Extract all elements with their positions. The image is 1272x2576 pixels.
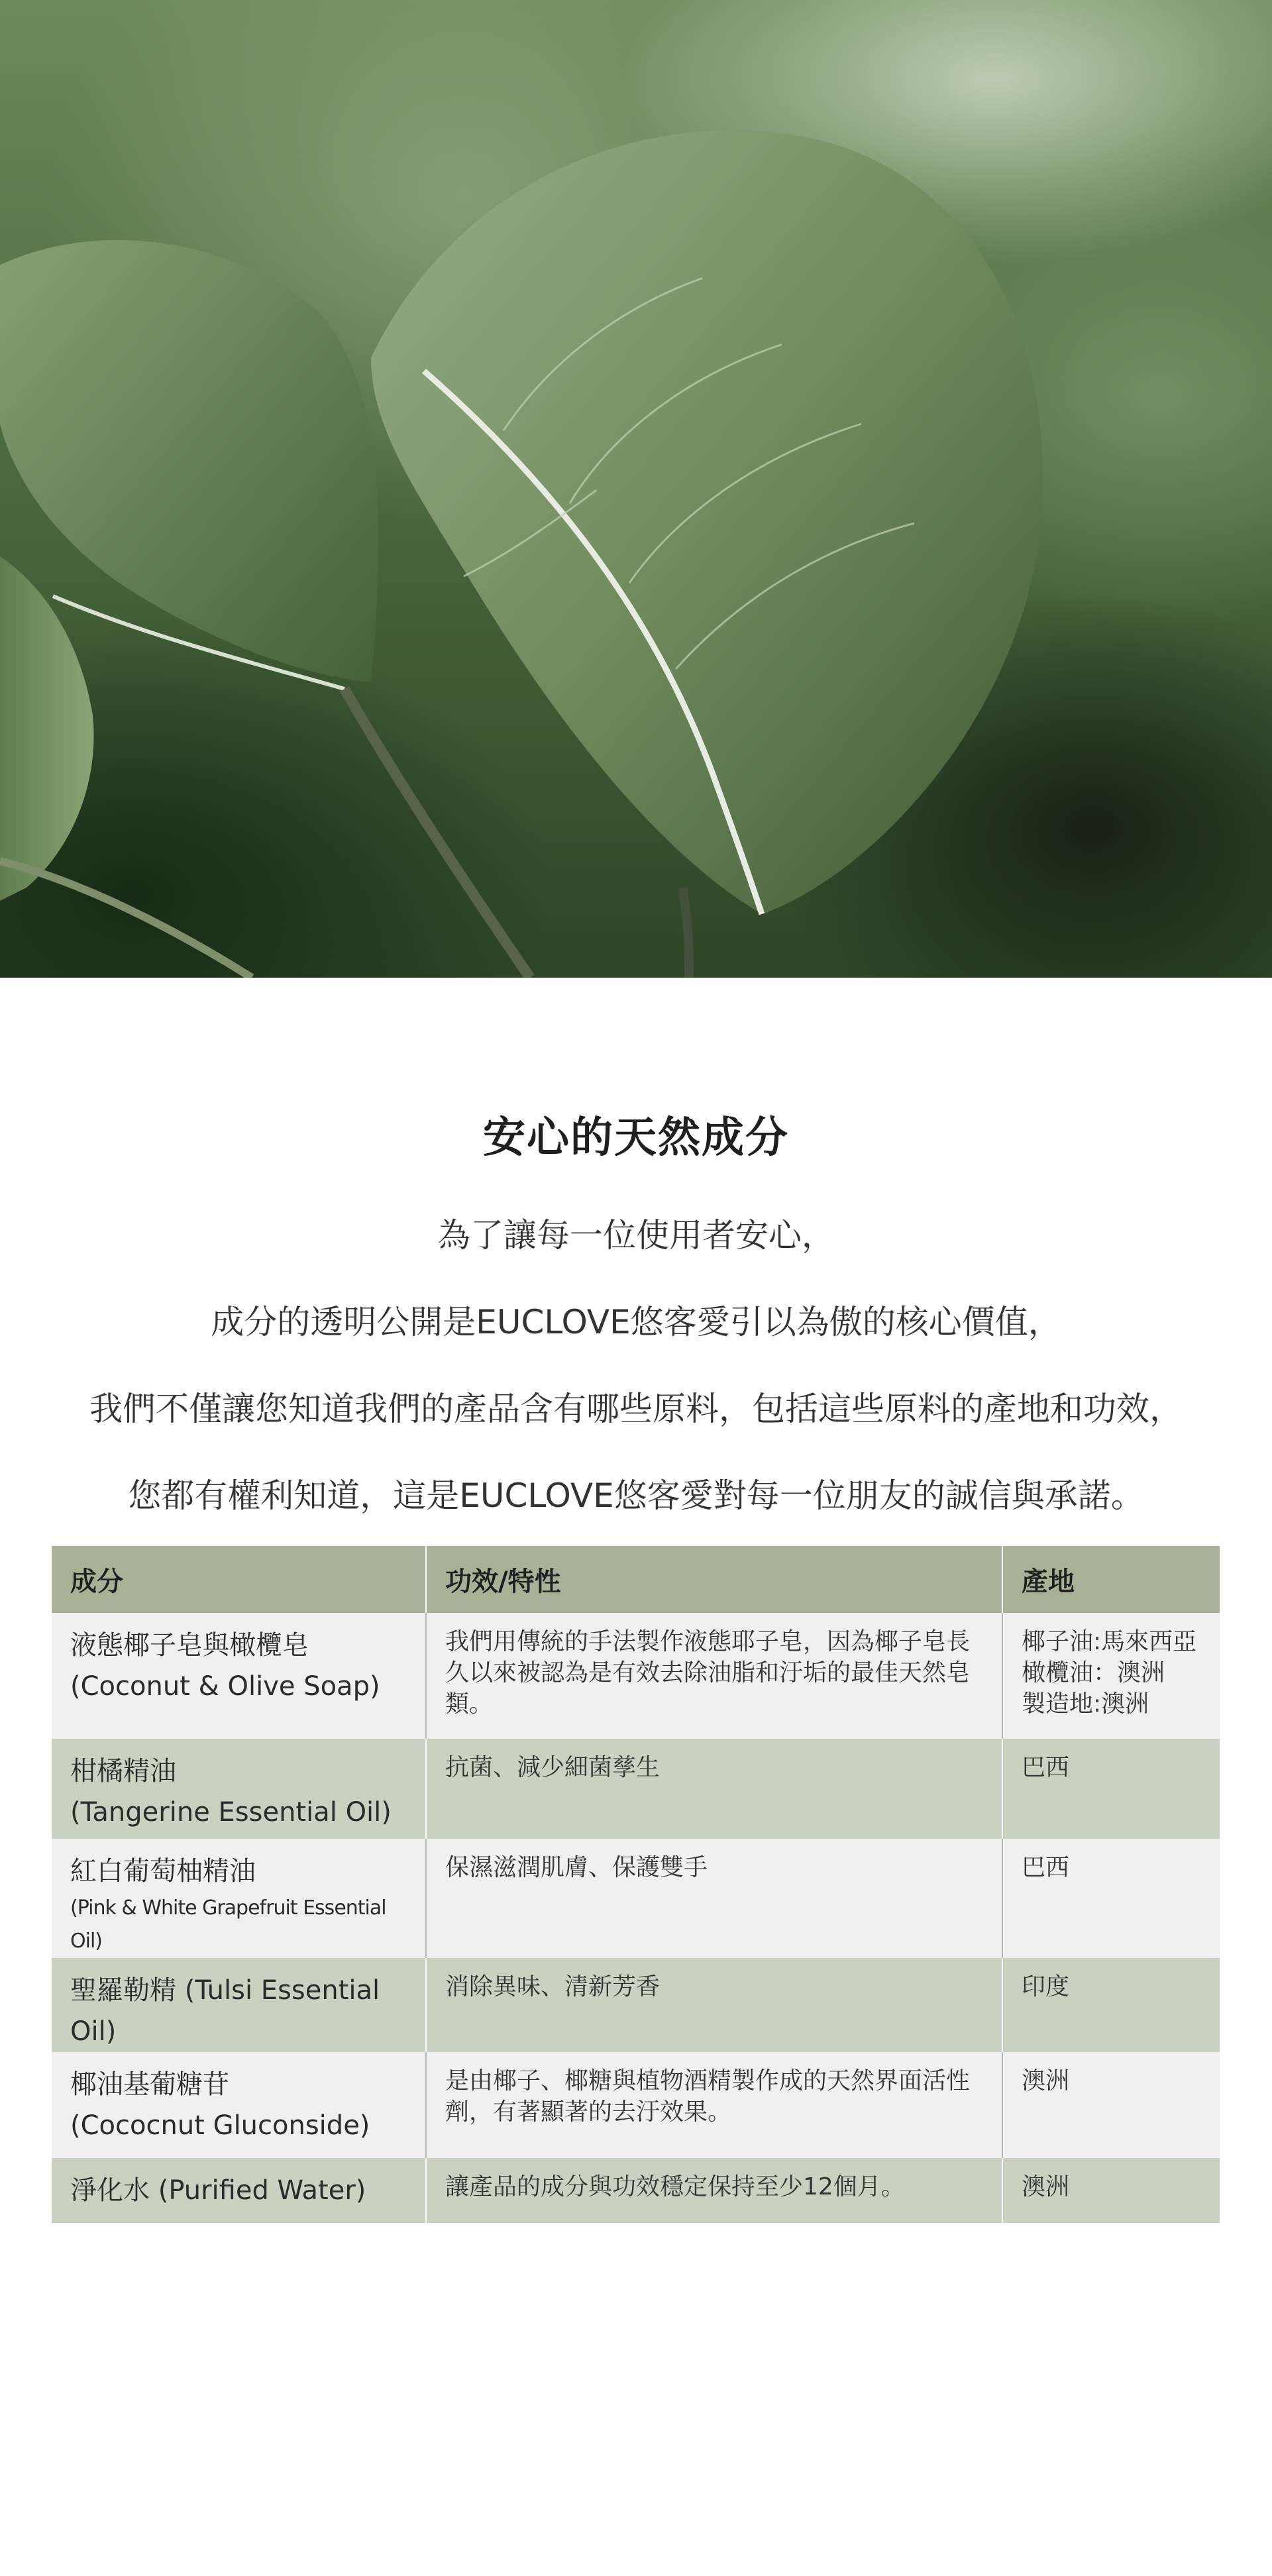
ingredient-english-name: (Coconut & Olive Soap)	[70, 1671, 380, 1702]
ingredient-name: 淨化水 (Purified Water)	[70, 2175, 366, 2206]
ingredients-table	[52, 1546, 1220, 2223]
ingredient-name: 聖羅勒精 (Tulsi Essential Oil)	[70, 1975, 380, 2047]
header-ingredient: 成分	[52, 1546, 426, 1613]
origin-cell	[1002, 2052, 1220, 2158]
header-origin: 產地	[1002, 1546, 1220, 1613]
intro-line: 為了讓每一位使用者安心，	[437, 1216, 835, 1255]
header-effect: 功效/特性	[426, 1546, 1002, 1613]
origin-cell	[1002, 2158, 1220, 2223]
ingredient-name: 椰油基葡糖苷	[70, 2069, 229, 2100]
effect-cell: 讓產品的成分與功效穩定保持至少12個月。	[426, 2158, 1002, 2223]
origin-line: 澳洲	[1022, 2173, 1070, 2200]
origin-line: 製造地:澳洲	[1022, 1690, 1149, 1718]
table-row	[52, 1739, 1220, 1839]
section-title: 安心的天然成分	[483, 1113, 789, 1162]
effect-cell: 保濕滋潤肌膚、保護雙手	[426, 1839, 1002, 1958]
origin-line: 椰子油:馬來西亞	[1022, 1628, 1197, 1655]
origin-line: 印度	[1022, 1973, 1070, 2000]
table-row	[52, 2052, 1220, 2158]
ingredient-english-name: (Tangerine Essential Oil)	[70, 1797, 392, 1828]
origin-cell	[1002, 1958, 1220, 2052]
origin-cell	[1002, 1613, 1220, 1739]
origin-cell	[1002, 1739, 1220, 1839]
ingredient-cell	[52, 1958, 426, 2052]
origin-line: 巴西	[1022, 1754, 1070, 1781]
table-row	[52, 1839, 1220, 1958]
origin-line: 澳洲	[1022, 2067, 1070, 2094]
effect-cell: 是由椰子、椰糖與植物酒精製作成的天然界面活性劑，有著顯著的去汙效果。	[426, 2052, 1002, 2158]
ingredient-cell	[52, 1739, 426, 1839]
hero-leaf-image	[0, 0, 1272, 978]
intro-paragraph	[0, 1192, 1272, 1539]
ingredient-name: 柑橘精油	[70, 1756, 176, 1786]
table-row	[52, 1613, 1220, 1739]
ingredient-english-name: (Pink & White Grapefruit Essential Oil)	[70, 1896, 386, 1953]
effect-cell: 抗菌、減少細菌孳生	[426, 1739, 1002, 1839]
intro-line: 您都有權利知道，這是EUCLOVE悠客愛對每一位朋友的誠信與承諾。	[128, 1476, 1144, 1515]
ingredient-cell	[52, 1839, 426, 1958]
intro-line: 我們不僅讓您知道我們的產品含有哪些原料，包括這些原料的產地和功效，	[89, 1390, 1183, 1428]
intro-line: 成分的透明公開是EUCLOVE悠客愛引以為傲的核心價值，	[211, 1303, 1061, 1341]
ingredient-cell	[52, 2052, 426, 2158]
ingredient-name: 液態椰子皂與橄欖皂	[70, 1630, 309, 1661]
origin-line: 巴西	[1022, 1854, 1070, 1881]
ingredient-english-name: (Cococnut Gluconside)	[70, 2110, 370, 2141]
effect-cell: 消除異味、清新芳香	[426, 1958, 1002, 2052]
ingredient-name: 紅白葡萄柚精油	[70, 1856, 256, 1886]
table-row	[52, 1958, 1220, 2052]
ingredient-cell	[52, 1613, 426, 1739]
origin-cell	[1002, 1839, 1220, 1958]
table-row	[52, 2158, 1220, 2223]
leaf-illustration	[0, 0, 1272, 978]
effect-cell: 我們用傳統的手法製作液態耶子皂，因為椰子皂長久以來被認為是有效去除油脂和汙垢的最佳天然皂類。	[426, 1613, 1002, 1739]
ingredient-cell	[52, 2158, 426, 2223]
table-header-row	[52, 1546, 1220, 1613]
origin-line: 橄欖油：澳洲	[1022, 1659, 1165, 1686]
